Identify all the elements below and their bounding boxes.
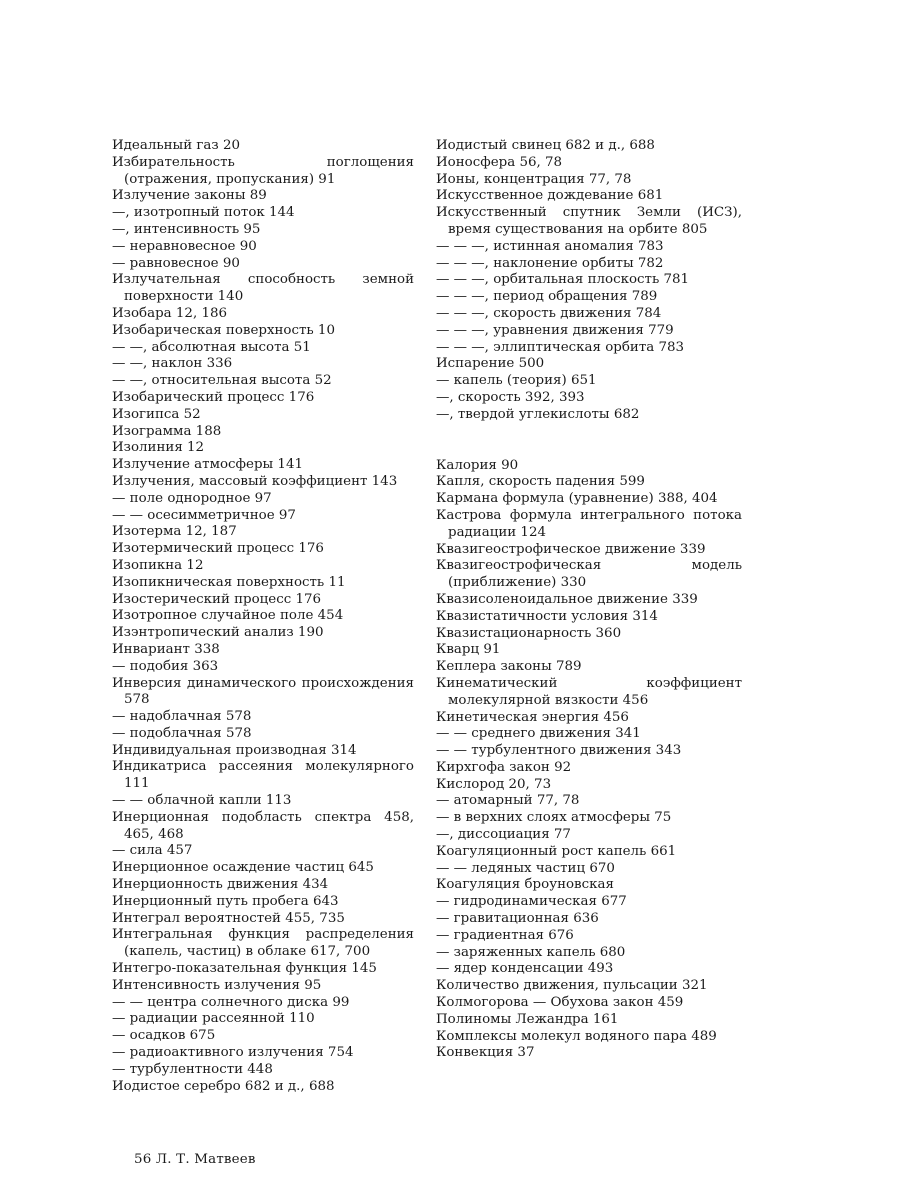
- index-entry: Капля, скорость падения 599: [436, 474, 645, 490]
- index-entry: Инверсия динамического происхождения 578: [112, 675, 414, 708]
- index-entry: Искусственное дождевание 681: [436, 188, 664, 204]
- index-entry: Индикатриса рассеяния молекулярного 111: [112, 759, 414, 792]
- index-entry: — неравновесное 90: [112, 238, 257, 254]
- index-entry: Кеплера законы 789: [436, 659, 582, 675]
- index-entry: Иодистое серебро 682 и д., 688: [112, 1078, 335, 1094]
- index-entry: — — —, истинная аномалия 783: [436, 238, 664, 254]
- index-entry: Изотермический процесс 176: [112, 541, 324, 557]
- index-entry: — поле однородное 97: [112, 490, 272, 506]
- index-entry: Изобарический процесс 176: [112, 389, 315, 405]
- index-entry: — подоблачная 578: [112, 725, 252, 741]
- index-entry: — —, относительная высота 52: [112, 373, 332, 389]
- index-entry: Кастрова формула интегрального потока радиации 124: [436, 507, 742, 540]
- index-entry: —, диссоциация 77: [436, 827, 571, 843]
- index-entry: Квазистационарность 360: [436, 625, 622, 641]
- index-entry: Кинематический коэффициент молекулярной вязкости 456: [436, 675, 742, 708]
- index-entry: Изобара 12, 186: [112, 305, 228, 321]
- index-entry: — турбулентности 448: [112, 1061, 273, 1077]
- index-entry: — равновесное 90: [112, 255, 240, 271]
- index-entry: Квазисоленоидальное движение 339: [436, 591, 698, 607]
- index-entry: — — центра солнечного диска 99: [112, 994, 350, 1010]
- index-entry: — — осесимметричное 97: [112, 507, 296, 523]
- index-entry: Избирательность поглощения (отражения, пропускания) 91: [112, 154, 414, 187]
- index-entry: Изотерма 12, 187: [112, 524, 237, 540]
- index-entry: Количество движения, пульсации 321: [436, 978, 708, 994]
- index-entry: Изопикническая поверхность 11: [112, 574, 346, 590]
- index-entry: Интенсивность излучения 95: [112, 977, 322, 993]
- index-entry: — градиентная 676: [436, 927, 574, 943]
- index-entry: Изэнтропический анализ 190: [112, 625, 324, 641]
- index-entry: Кирхгофа закон 92: [436, 759, 572, 775]
- index-entry: Калория 90: [436, 457, 519, 473]
- index-entry: Инерционная подобласть спектра 458, 465, 468: [112, 809, 414, 842]
- index-entry: Излучения, массовый коэффициент 143: [112, 473, 398, 489]
- index-entry: — гидродинамическая 677: [436, 894, 627, 910]
- index-entry: Колмогорова — Обухова закон 459: [436, 995, 684, 1011]
- index-entry: Кармана формула (уравнение) 388, 404: [436, 491, 718, 507]
- index-entry: — — среднего движения 341: [436, 726, 641, 742]
- index-entry: —, скорость 392, 393: [436, 389, 585, 405]
- index-entry: — в верхних слоях атмосферы 75: [436, 810, 672, 826]
- index-entry: Инерционный путь пробега 643: [112, 893, 339, 909]
- index-entry: Инерционность движения 434: [112, 877, 329, 893]
- index-entry: Квазигеострофическая модель (приближение) 330: [436, 558, 742, 591]
- index-entry: Изобарическая поверхность 10: [112, 322, 335, 338]
- index-entry: Интеграл вероятностей 455, 735: [112, 910, 345, 926]
- right-index-column: [436, 138, 742, 1062]
- index-section-i: [436, 138, 742, 424]
- section-gap: [436, 424, 742, 458]
- index-entry: — — —, орбитальная плоскость 781: [436, 272, 690, 288]
- index-entry: — ядер конденсации 493: [436, 961, 614, 977]
- index-entry: Ионы, концентрация 77, 78: [436, 171, 632, 187]
- index-entry: Испарение 500: [436, 356, 545, 372]
- index-entry: — —, наклон 336: [112, 356, 233, 372]
- index-section-k: [436, 458, 742, 1063]
- index-entry: — гравитационная 636: [436, 911, 599, 927]
- index-entry: — — —, период обращения 789: [436, 289, 658, 305]
- index-entry: Комплексы молекул водяного пара 489: [436, 1028, 717, 1044]
- index-entry: Иодистый свинец 682 и д., 688: [436, 138, 655, 153]
- index-entry: Изогипса 52: [112, 406, 201, 422]
- index-entry: Коагуляция броуновская: [436, 877, 614, 893]
- index-entry: — надоблачная 578: [112, 709, 252, 725]
- index-entry: Квазистатичности условия 314: [436, 608, 658, 624]
- index-entry: Инерционное осаждение частиц 645: [112, 860, 374, 876]
- index-entry: Изограмма 188: [112, 423, 222, 439]
- index-entry: Искусственный спутник Земли (ИСЗ), время существования на орбите 805: [436, 205, 742, 237]
- index-entry: — атомарный 77, 78: [436, 793, 580, 809]
- index-entry: —, изотропный поток 144: [112, 205, 295, 221]
- index-entry: — — турбулентного движения 343: [436, 743, 682, 759]
- index-entry: Излучательная способность земной поверхности 140: [112, 272, 414, 305]
- index-entry: Излучение законы 89: [112, 188, 267, 204]
- index-entry: Ионосфера 56, 78: [436, 154, 563, 170]
- index-entry: —, интенсивность 95: [112, 221, 261, 237]
- index-entry: Конвекция 37: [436, 1045, 535, 1061]
- index-entry: — капель (теория) 651: [436, 373, 597, 389]
- index-entry: — — облачной капли 113: [112, 793, 292, 809]
- left-index-column: [112, 138, 414, 1095]
- index-entry: — осадков 675: [112, 1028, 216, 1044]
- index-entry: — —, абсолютная высота 51: [112, 339, 311, 355]
- index-entry: — заряженных капель 680: [436, 944, 626, 960]
- index-entry: Индивидуальная производная 314: [112, 742, 357, 758]
- index-entry: Интегральная функция распределения (капель, частиц) в облаке 617, 700: [112, 927, 414, 960]
- index-entry: Изостерический процесс 176: [112, 591, 322, 607]
- index-entry: Кинетическая энергия 456: [436, 709, 629, 725]
- index-entry: Кислород 20, 73: [436, 776, 552, 792]
- index-entry: — радиоактивного излучения 754: [112, 1045, 354, 1061]
- index-entry: Квазигеострофическое движение 339: [436, 541, 706, 557]
- index-entry: — сила 457: [112, 843, 193, 859]
- index-entry: Инвариант 338: [112, 641, 220, 657]
- page-footer: 56 Л. Т. Матвеев: [134, 1152, 256, 1167]
- index-entry: Коагуляционный рост капель 661: [436, 843, 677, 859]
- index-entry: — — —, эллиптическая орбита 783: [436, 339, 685, 355]
- index-entry: — радиации рассеянной 110: [112, 1011, 315, 1027]
- index-entry: Изолиния 12: [112, 440, 205, 456]
- index-entry: — — —, скорость движения 784: [436, 305, 662, 321]
- index-entry: Кварц 91: [436, 642, 501, 658]
- index-entry: Излучение атмосферы 141: [112, 457, 303, 473]
- index-entry: Полиномы Лежандра 161: [436, 1011, 619, 1027]
- index-entry: — — —, уравнения движения 779: [436, 322, 674, 338]
- index-entry: Изотропное случайное поле 454: [112, 608, 344, 624]
- index-entry: Идеальный газ 20: [112, 138, 240, 153]
- index-entry: —, твердой углекислоты 682: [436, 406, 640, 422]
- index-entry: — — ледяных частиц 670: [436, 860, 615, 876]
- index-entry: Изопикна 12: [112, 557, 204, 573]
- index-entry: — подобия 363: [112, 658, 219, 674]
- index-entry: — — —, наклонение орбиты 782: [436, 255, 664, 271]
- index-entry: Интегро-показательная функция 145: [112, 961, 377, 977]
